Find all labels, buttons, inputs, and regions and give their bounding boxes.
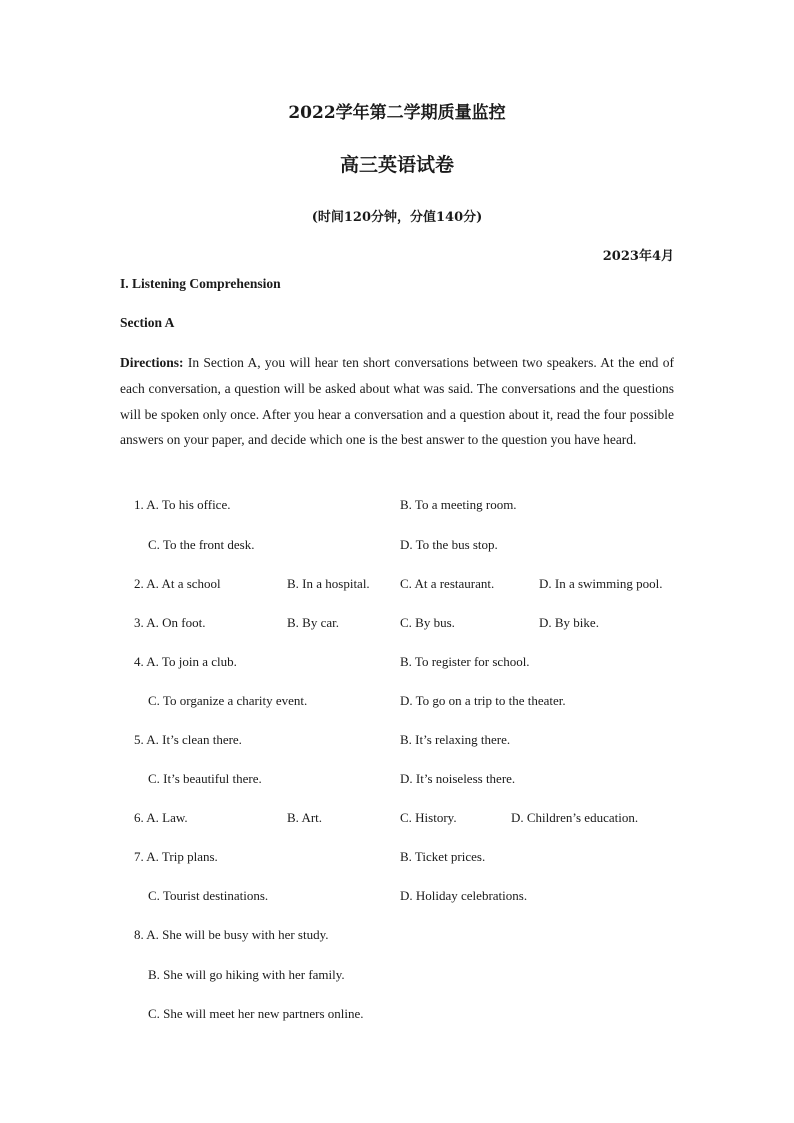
q2-option-a: 2. A. At a school	[134, 576, 221, 591]
q3-option-a: 3. A. On foot.	[134, 615, 206, 630]
q7-option-a: 7. A. Trip plans.	[134, 849, 218, 864]
q2-option-d: D. In a swimming pool.	[539, 576, 663, 591]
q8-option-a: 8. A. She will be busy with her study.	[134, 927, 329, 942]
q4-option-a: 4. A. To join a club.	[134, 654, 237, 669]
exam-info: (时间120分钟，分值140分)	[311, 210, 483, 225]
q1-option-a: 1. A. To his office.	[134, 497, 231, 512]
q6-option-d: D. Children’s education.	[511, 810, 639, 825]
q1-option-d: D. To the bus stop.	[400, 537, 498, 552]
q6-option-a: 6. A. Law.	[134, 810, 188, 825]
q4-option-c: C. To organize a charity event.	[148, 693, 308, 708]
q6-option-b: B. Art.	[287, 810, 323, 825]
q3-option-d: D. By bike.	[539, 615, 599, 630]
q4-option-b: B. To register for school.	[400, 654, 530, 669]
exam-title: 2022学年第二学期质量监控	[288, 103, 506, 123]
q5-option-c: C. It’s beautiful there.	[148, 771, 262, 786]
directions-text: In Section A, you will hear ten short conversations between two speakers. At the end of each conversation, a question will be asked about what was said. The conversations and the questions will be spoken only once. After you hear a conversation and a question about it, read the four possible answers on your paper, and decide which one is the best answer to the question you have heard.	[120, 355, 674, 448]
q3-option-c: C. By bus.	[400, 615, 455, 630]
q7-option-b: B. Ticket prices.	[400, 849, 486, 864]
directions-label: Directions:	[120, 355, 184, 370]
q1-option-c: C. To the front desk.	[148, 537, 255, 552]
q5-option-a: 5. A. It’s clean there.	[134, 732, 242, 747]
q1-option-b: B. To a meeting room.	[400, 497, 517, 512]
q8-option-c: C. She will meet her new partners online.	[148, 1006, 364, 1021]
q5-option-d: D. It’s noiseless there.	[400, 771, 516, 786]
q2-option-c: C. At a restaurant.	[400, 576, 495, 591]
directions-paragraph	[120, 350, 674, 453]
q4-option-d: D. To go on a trip to the theater.	[400, 693, 566, 708]
q5-option-b: B. It’s relaxing there.	[400, 732, 511, 747]
q6-option-c: C. History.	[400, 810, 457, 825]
exam-date: 2023年4月	[602, 249, 674, 264]
q7-option-d: D. Holiday celebrations.	[400, 888, 528, 903]
part-heading: I. Listening Comprehension	[120, 276, 281, 291]
section-heading: Section A	[120, 315, 175, 330]
q2-option-b: B. In a hospital.	[287, 576, 370, 591]
q3-option-b: B. By car.	[287, 615, 339, 630]
q8-option-b: B. She will go hiking with her family.	[148, 967, 345, 982]
q7-option-c: C. Tourist destinations.	[148, 888, 269, 903]
exam-subtitle: 高三英语试卷	[339, 154, 454, 176]
